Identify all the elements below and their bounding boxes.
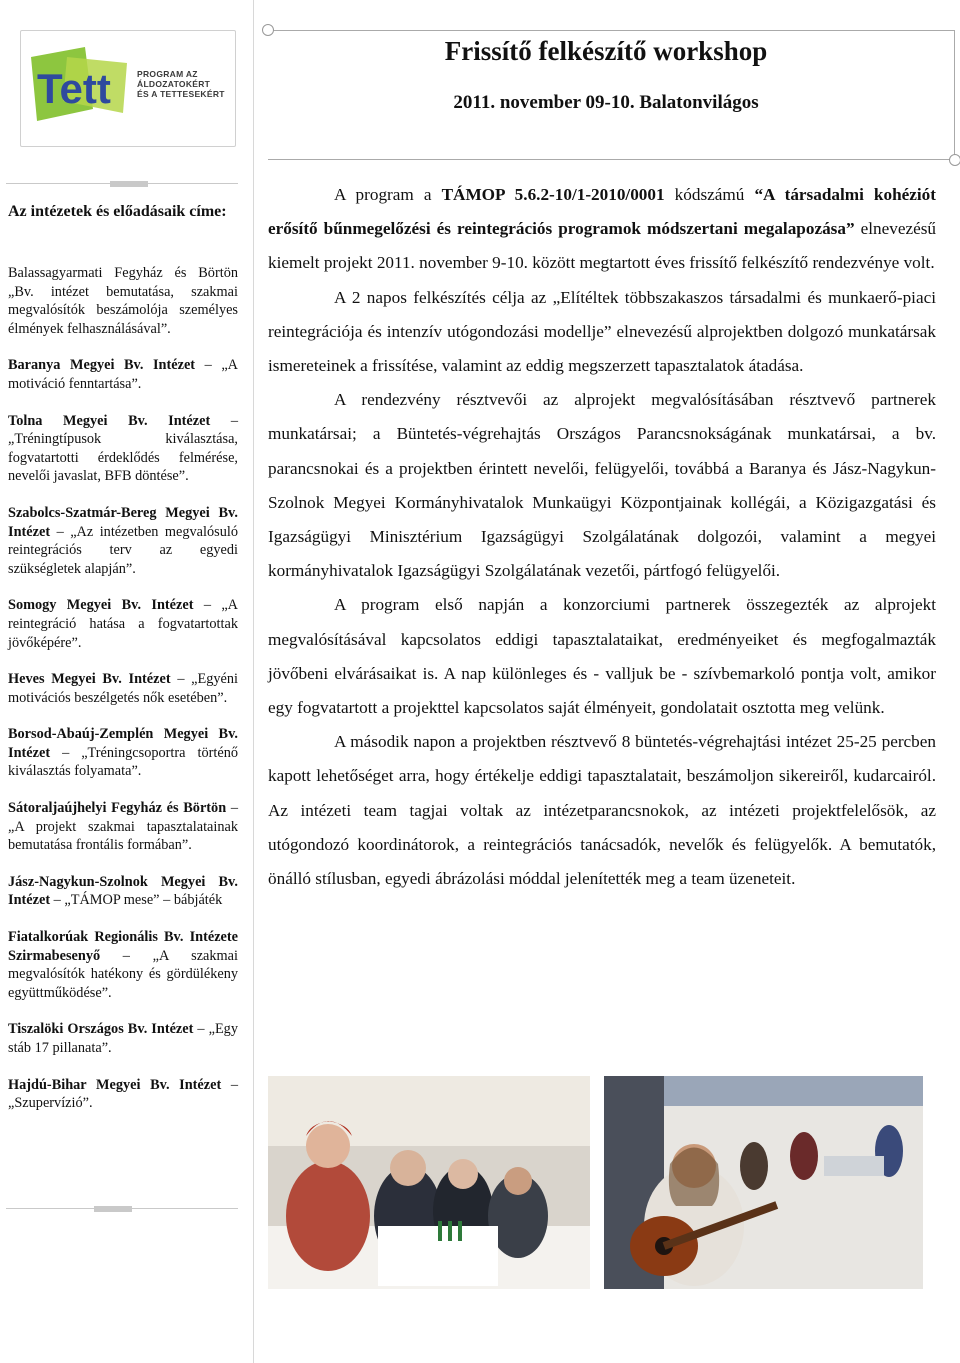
institute-item bbox=[8, 928, 238, 1002]
institute-item bbox=[8, 504, 238, 578]
article-paragraph-2: A 2 napos felkészítés célja az „Elítéltek többszakaszos társadalmi és munkaerő-piaci reintegrációja és intenzív utógondozási modellje” elnevezésű alprojektben dolgozó munkatársak ismereteinek a frissítése, valamint az eddig megszerzett tapasztalatok átadása. bbox=[268, 287, 936, 376]
article-paragraph-5: A második napon a projektben résztvevő 8 büntetés-végrehajtási intézet 25-25 percben kapott lehetőséget arra, hogy értékelje eddigi tapasztalatait, beszámoljon sikereiről, kudarcairól. Az intézeti team tagjai voltak az intézetparancsnokok, az intézeti projektfelelősök, az utógondozó koordinátorok, a reintegrációs tanácsadók, nevelők és felügyelők. A bemutatók, önálló stílusban, egyedi ábrázolási móddal jelenítették meg a team üzeneteit. bbox=[268, 732, 936, 889]
institute-item bbox=[8, 264, 238, 338]
logo-caption bbox=[137, 69, 225, 99]
institute-item bbox=[8, 1020, 238, 1057]
logo-line-2: ÁLDOZATOKÉRT bbox=[137, 79, 211, 89]
institute-name: Tiszalöki Országos Bv. Intézet bbox=[8, 1021, 194, 1038]
presentation-title: – „Egy stáb 17 pillanata”. bbox=[8, 1021, 238, 1056]
institute-name: Hajdú-Bihar Megyei Bv. Intézet bbox=[8, 1076, 222, 1093]
presentation-title: – „TÁMOP mese” – bábjáték bbox=[50, 892, 223, 909]
p1-rest: elnevezésű kiemelt projekt 2011. november 9-10. között megtartott éves frissítő felkészítő rendezvénye volt. bbox=[268, 219, 937, 273]
institute-name: Tolna Megyei Bv. Intézet bbox=[8, 412, 211, 429]
p1-intro: A program a bbox=[334, 185, 442, 204]
sidebar-tab-bottom bbox=[94, 1206, 132, 1212]
page-title: Frissítő felkészítő workshop bbox=[444, 36, 768, 66]
presentation-title: – „Szupervízió”. bbox=[8, 1076, 238, 1112]
institute-name: Somogy Megyei Bv. Intézet bbox=[8, 597, 194, 614]
article-paragraph-4: A program első napján a konzorciumi partnerek összegezték az alprojekt megvalósításával kapcsolatos eddigi tapasztalataikat, eredményeiket és megfogalmazták jövőbeni elvárásaikat is. A nap különleges és - valljuk be - szívbemarkoló pontja volt, amikor egy fogvatartott a projekttel kapcsolatos saját élményeit, gondolatait osztotta meg velünk. bbox=[268, 595, 936, 718]
institute-name: Borsod-Abaúj-Zemplén Megyei Bv. Intézet bbox=[8, 726, 238, 761]
article-paragraph-3: A rendezvény résztvevői az alprojekt megvalósításában résztvevő partnerek munkatársai; a Büntetés-végrehajtás Országos Parancsnokságának munkatársai, a bv. parancsnokai és a projektben érintett nevelői, felügyelői, továbbá a Baranya és Jász-Nagykun-Szolnok Megyei Kormányhivatalok Munkaügyi Központjainak kollégái, a Közigazgatási és Igazságügyi Minisztérium Igazságügyi Szolgálatának dolgozói, valamint a megyei kormányhivatalok Igazságügyi Szolgálatának vezetői, pártfogó felügyelői. bbox=[268, 390, 936, 581]
photo-guitar-performance bbox=[604, 1076, 923, 1289]
presentation-title: – „A szakmai megvalósítók hatékony és gördülékeny együttműködése”. bbox=[8, 947, 238, 1001]
article-body bbox=[268, 178, 936, 896]
header-bottom-knob bbox=[949, 154, 960, 166]
article-paragraph-1 bbox=[268, 178, 936, 281]
institute-name: Szabolcs-Szatmár-Bereg Megyei Bv. Intézet bbox=[8, 504, 238, 540]
header-side-rule bbox=[954, 30, 955, 160]
institute-item bbox=[8, 356, 238, 393]
presentation-title: Balassagyarmati Fegyház és Börtön „Bv. intézet bemutatása, szakmai megvalósítók beszámolója személyes élmények felhasználásával”. bbox=[8, 265, 238, 337]
institute-name: Fiatalkorúak Regionális Bv. Intézete Szirmabesenyő bbox=[8, 929, 238, 964]
institute-name: Heves Megyei Bv. Intézet bbox=[8, 671, 171, 688]
p1-code-label: kódszámú bbox=[664, 185, 755, 204]
institute-item bbox=[8, 725, 238, 781]
presentation-title: – „Egyéni motivációs beszélgetés nők esetében”. bbox=[8, 671, 239, 706]
sidebar-tab-top bbox=[110, 181, 148, 187]
institute-item bbox=[8, 1076, 238, 1113]
presentation-title: – „A projekt szakmai tapasztalatainak bemutatása frontális formában”. bbox=[8, 800, 238, 854]
logo-line-1: PROGRAM AZ bbox=[137, 69, 198, 79]
presentation-title: – „Az intézetben megvalósuló reintegrációs terv az egyedi szükségletek alapján”. bbox=[8, 523, 238, 577]
page-subtitle: 2011. november 09-10. Balatonvilágos bbox=[453, 92, 759, 113]
header-knob bbox=[262, 24, 274, 36]
p1-program-name: “A társadalmi kohéziót erősítő bűnmegelőzési és reintegrációs programok módszertani megalapozása” bbox=[268, 185, 936, 239]
header-rule bbox=[268, 30, 954, 31]
sidebar-heading: Az intézetek és előadásaik címe: bbox=[8, 203, 227, 220]
institute-name: Jász-Nagykun-Szolnok Megyei Bv. Intézet bbox=[8, 873, 238, 909]
logo-mark-text: Tett bbox=[37, 65, 111, 112]
p1-program-code: TÁMOP 5.6.2-10/1-2010/0001 bbox=[441, 185, 665, 204]
header-bottom-rule bbox=[268, 159, 955, 160]
presentation-title: – „Tréningtípusok kiválasztása, fogvatartotti érdeklődés felmérése, nevelői javaslat, BFB döntése”. bbox=[8, 412, 238, 485]
photo-panel-discussion bbox=[268, 1076, 590, 1289]
presentation-title: – „A reintegráció hatása a fogvatartottak jövőképére”. bbox=[8, 597, 238, 651]
presentation-title: – „Tréningcsoportra történő kiválasztás folyamata”. bbox=[8, 744, 238, 780]
institute-list bbox=[8, 264, 238, 1131]
sidebar bbox=[0, 0, 254, 1363]
institute-item bbox=[8, 670, 238, 707]
institute-item bbox=[8, 873, 238, 910]
logo-line-3: ÉS A TETTESEKÉRT bbox=[137, 89, 225, 99]
institute-name: Sátoraljaújhelyi Fegyház és Börtön bbox=[8, 800, 227, 817]
tett-logo-mark bbox=[27, 39, 135, 139]
institute-item bbox=[8, 596, 238, 652]
institute-item bbox=[8, 412, 238, 486]
institute-item bbox=[8, 799, 238, 855]
institute-name: Baranya Megyei Bv. Intézet bbox=[8, 357, 196, 374]
presentation-title: – „A motiváció fenntartása”. bbox=[8, 357, 238, 392]
tett-logo bbox=[20, 30, 236, 147]
